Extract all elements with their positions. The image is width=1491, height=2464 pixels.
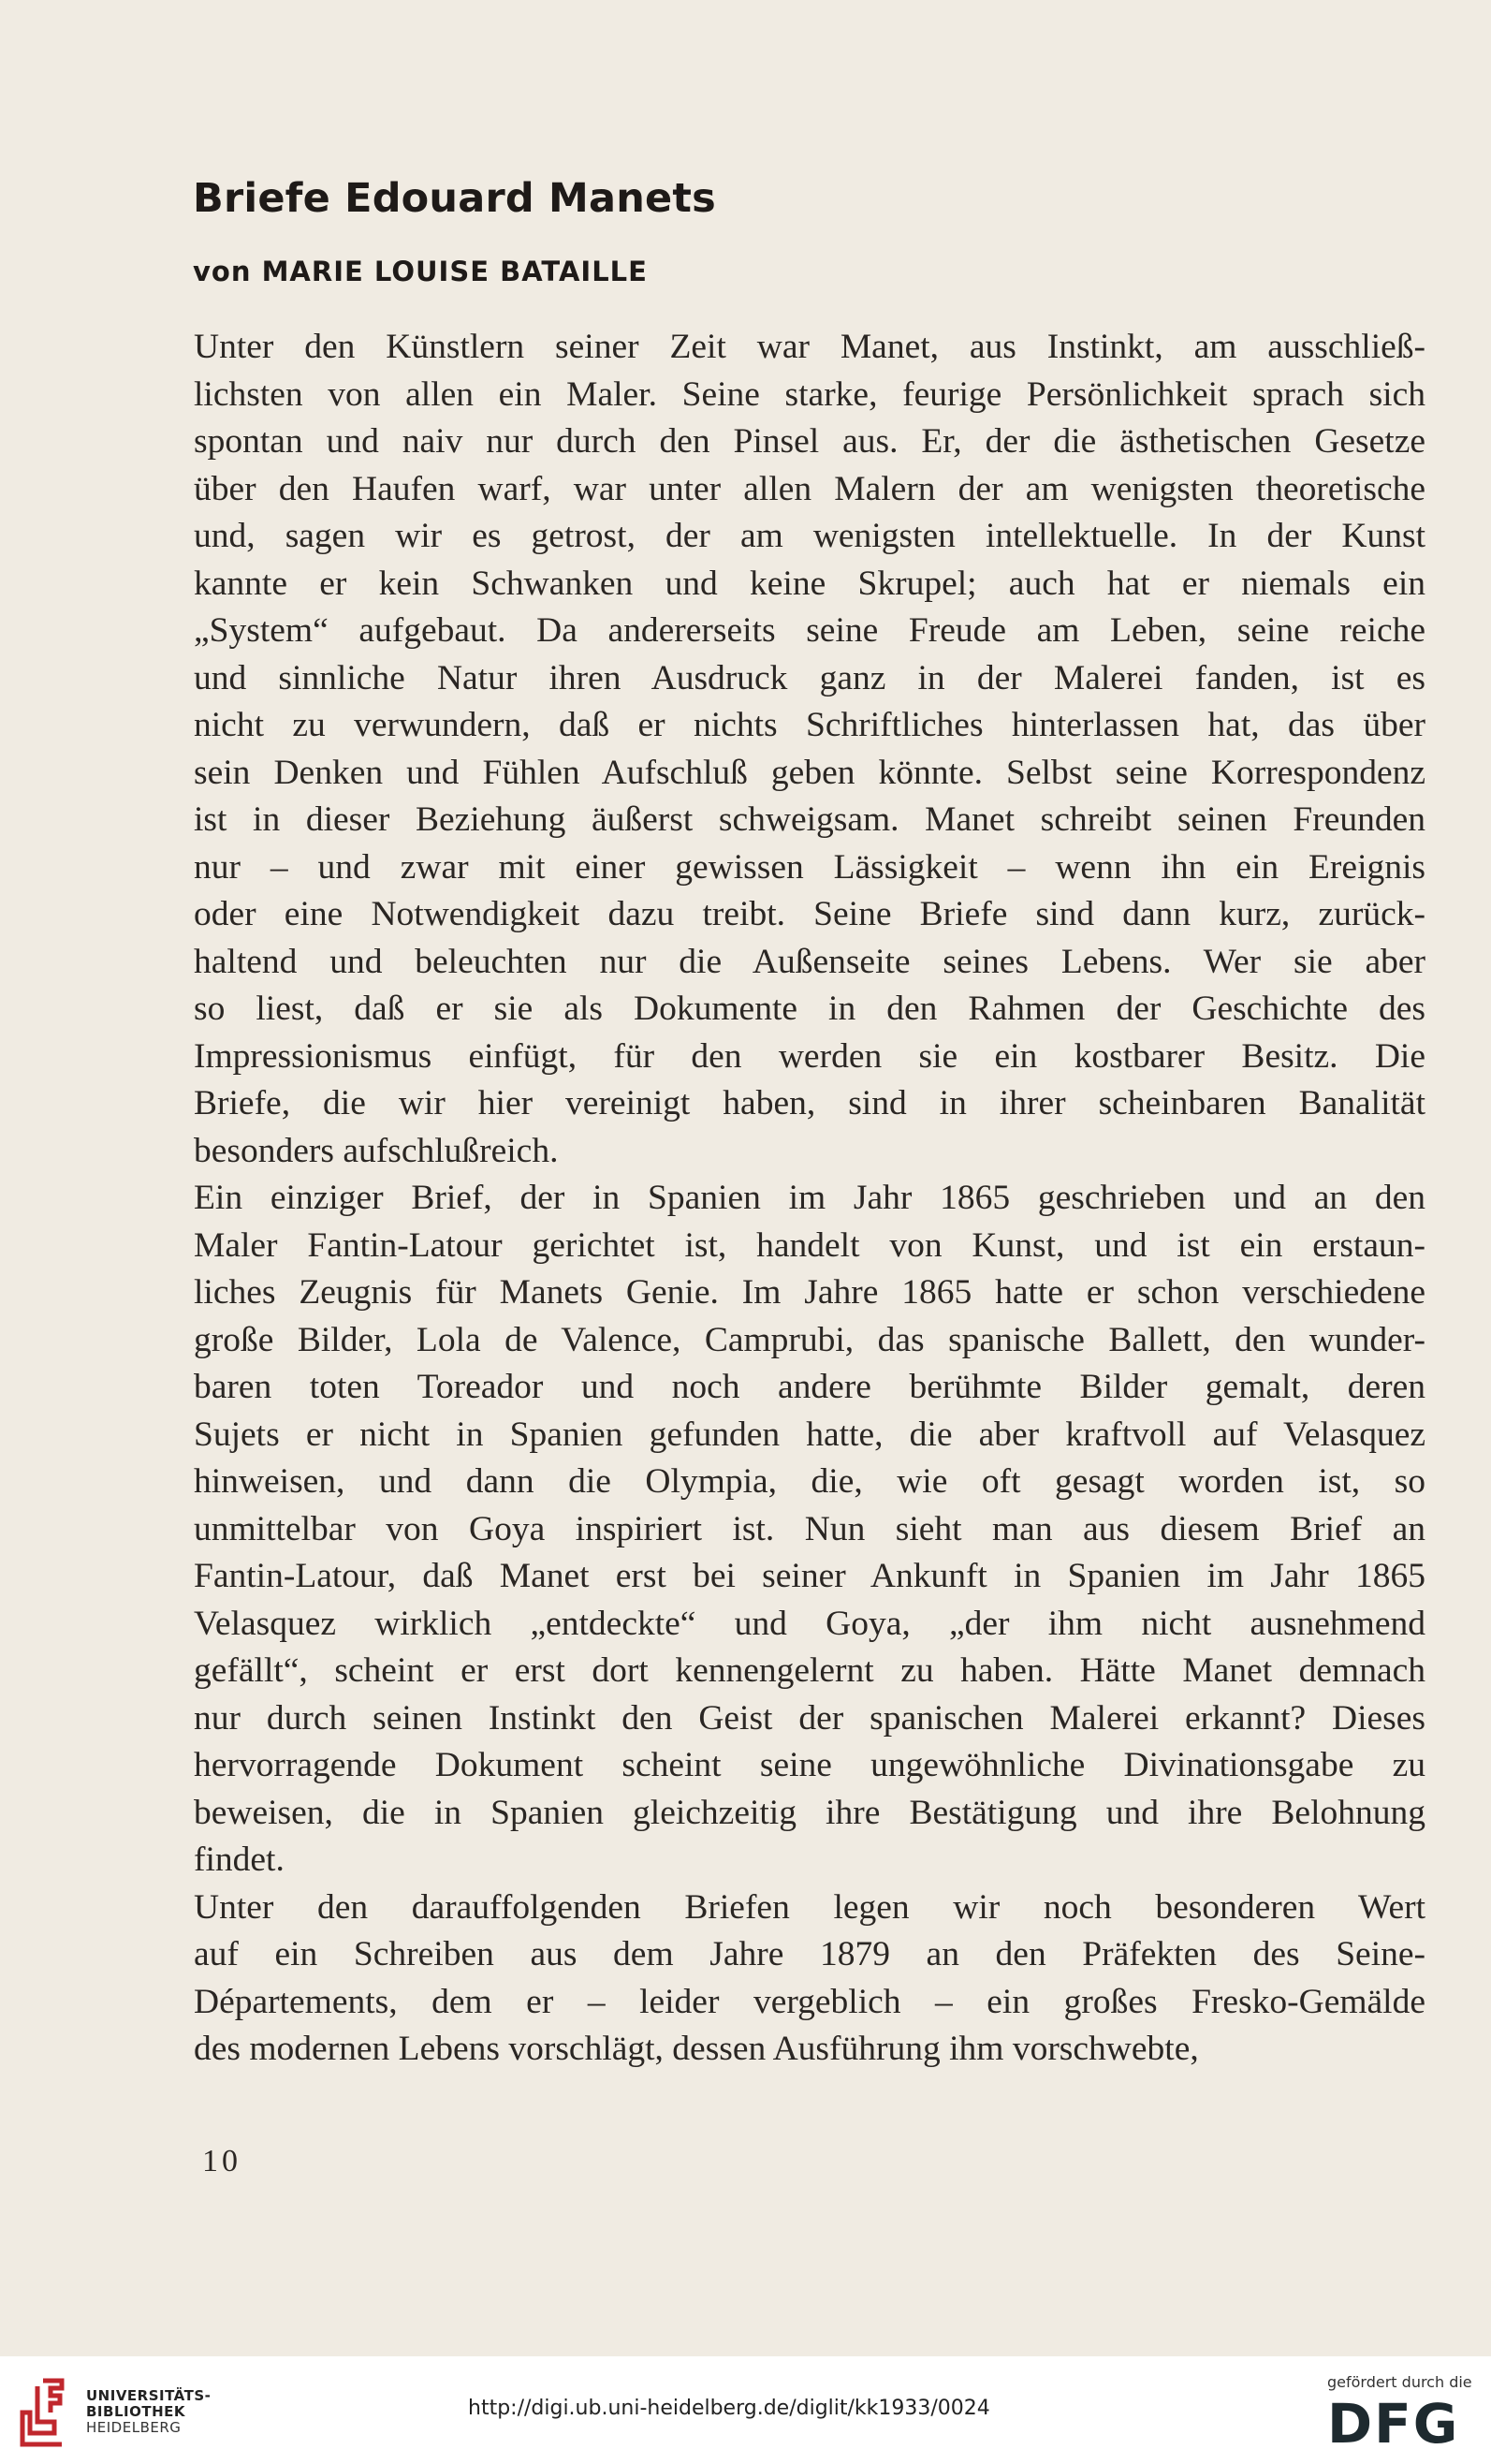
article-title: Briefe Edouard Manets [193, 175, 716, 222]
body-text-line: und, sagen wir es getrost, der am wenigsten intellektuelle. In der Kunst [194, 517, 1425, 555]
body-text-line: nicht zu verwundern, daß er nichts Schriftliches hinterlassen hat, das über [194, 706, 1425, 744]
body-text-line: „System“ aufgebaut. Da andererseits seine Freude am Leben, seine reiche [194, 611, 1425, 650]
body-text-line: beweisen, die in Spanien gleichzeitig ihre Bestätigung und ihre Belohnung [194, 1793, 1425, 1832]
body-text-line: kannte er kein Schwanken und keine Skrupel; auch hat er niemals ein [194, 564, 1425, 603]
body-text-line: sein Denken und Fühlen Aufschluß geben könnte. Selbst seine Korrespondenz [194, 753, 1425, 792]
body-text-line: unmittelbar von Goya inspiriert ist. Nun sieht man aus diesem Brief an [194, 1509, 1425, 1548]
body-text-line: findet. [194, 1841, 285, 1879]
body-text-line: oder eine Notwendigkeit dazu treibt. Seine Briefe sind dann kurz, zurück- [194, 895, 1425, 933]
dfg-logo: DFG [1327, 2392, 1460, 2456]
body-text-line: so liest, daß er sie als Dokumente in den Rahmen der Geschichte des [194, 990, 1425, 1028]
body-text-line: Briefe, die wir hier vereinigt haben, sind in ihrer scheinbaren Banalität [194, 1084, 1425, 1122]
body-text-line: auf ein Schreiben aus dem Jahre 1879 an den Präfekten des Seine- [194, 1935, 1425, 1973]
body-text-line: des modernen Lebens vorschlägt, dessen Ausführung ihm vorschwebte, [194, 2030, 1199, 2068]
body-text-line: nur – und zwar mit einer gewissen Lässigkeit – wenn ihn ein Ereignis [194, 847, 1425, 887]
body-text-line: Unter den Künstlern seiner Zeit war Manet, aus Instinkt, am ausschließ- [194, 328, 1425, 366]
body-text-line: besonders aufschlußreich. [194, 1131, 559, 1170]
body-text-line: Impressionismus einfügt, für den werden sie ein kostbarer Besitz. Die [194, 1036, 1425, 1076]
body-text-line: Ein einziger Brief, der in Spanien im Jahr 1865 geschrieben und an den [194, 1179, 1425, 1217]
body-text-line: baren toten Toreador und noch andere berühmte Bilder gemalt, deren [194, 1368, 1425, 1406]
funding-caption: gefördert durch die [1327, 2373, 1472, 2391]
body-text-line: Départements, dem er – leider vergeblich – ein großes Fresko-Gemälde [194, 1982, 1425, 2021]
source-url-link[interactable]: http://digi.ub.uni-heidelberg.de/diglit/kk1933/0024 [468, 2397, 990, 2420]
body-text-line: hinweisen, und dann die Olympia, die, wie oft gesagt worden ist, so [194, 1462, 1425, 1501]
body-text-line: liches Zeugnis für Manets Genie. Im Jahre 1865 hatte er schon verschiedene [194, 1273, 1425, 1312]
body-text-line: hervorragende Dokument scheint seine ungewöhnliche Divinationsgabe zu [194, 1746, 1425, 1784]
body-text-line: haltend und beleuchten nur die Außenseite seines Lebens. Wer sie aber [194, 942, 1425, 981]
library-name-line: UNIVERSITÄTS- [86, 2387, 212, 2404]
body-text-line: Maler Fantin-Latour gerichtet ist, handelt von Kunst, und ist ein erstaun- [194, 1225, 1425, 1265]
body-text-line: große Bilder, Lola de Valence, Camprubi, das spanische Ballett, den wunder- [194, 1320, 1425, 1359]
body-text-line: lichsten von allen ein Maler. Seine starke, feurige Persönlichkeit sprach sich [194, 374, 1425, 414]
library-name-line: BIBLIOTHEK [86, 2403, 185, 2420]
university-library-logo-icon [17, 2375, 73, 2450]
footer-bar [0, 2356, 1491, 2464]
article-byline: von MARIE LOUISE BATAILLE [193, 256, 648, 287]
body-text-line: gefällt“, scheint er erst dort kennengelernt zu haben. Hätte Manet demnach [194, 1651, 1425, 1690]
body-text-line: Sujets er nicht in Spanien gefunden hatte, die aber kraftvoll auf Velasquez [194, 1415, 1425, 1454]
body-text-line: über den Haufen warf, war unter allen Malern der am wenigsten theoretische [194, 469, 1425, 508]
page-number: 10 [202, 2144, 241, 2178]
body-text-line: Fantin-Latour, daß Manet erst bei seiner Ankunft in Spanien im Jahr 1865 [194, 1557, 1425, 1595]
library-name-line: HEIDELBERG [86, 2419, 182, 2436]
body-text-line: nur durch seinen Instinkt den Geist der spanischen Malerei erkannt? Dieses [194, 1698, 1425, 1738]
body-text-line: ist in dieser Beziehung äußerst schweigsam. Manet schreibt seinen Freunden [194, 800, 1425, 839]
library-name [86, 2388, 211, 2436]
body-text-line: spontan und naiv nur durch den Pinsel aus. Er, der die ästhetischen Gesetze [194, 422, 1425, 461]
body-text-line: und sinnliche Natur ihren Ausdruck ganz in der Malerei fanden, ist es [194, 658, 1425, 697]
body-text-line: Velasquez wirklich „entdeckte“ und Goya, „der ihm nicht ausnehmend [194, 1604, 1425, 1643]
body-text-line: Unter den darauffolgenden Briefen legen wir noch besonderen Wert [194, 1887, 1425, 1927]
article-body [194, 324, 1425, 2074]
